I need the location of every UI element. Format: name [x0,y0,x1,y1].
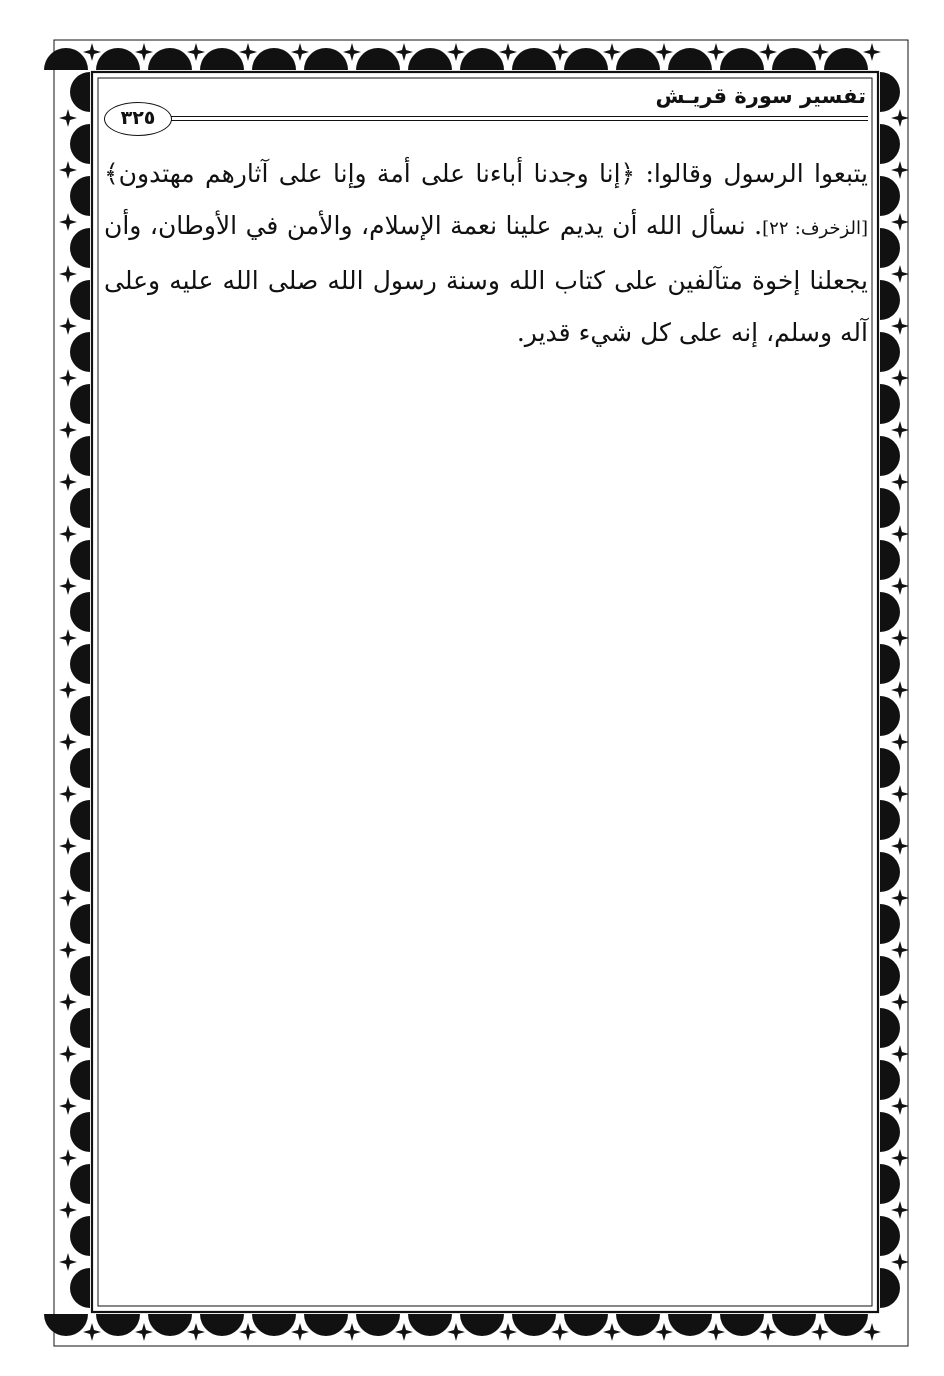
star-ornament-icon [891,421,909,439]
dome-ornament-icon [70,1164,90,1204]
star-ornament-icon [59,889,77,907]
dome-ornament-icon [252,1314,296,1336]
dome-ornament-icon [460,1314,504,1336]
star-ornament-icon [291,43,309,61]
star-ornament-icon [499,43,517,61]
dome-ornament-icon [70,176,90,216]
star-ornament-icon [83,43,101,61]
header-rule [166,120,868,121]
star-ornament-icon [59,1253,77,1271]
dome-ornament-icon [70,124,90,164]
dome-ornament-icon [70,228,90,268]
dome-ornament-icon [200,1314,244,1336]
dome-ornament-icon [148,1314,192,1336]
star-ornament-icon [187,43,205,61]
dome-ornament-icon [70,72,90,112]
dome-ornament-icon [70,904,90,944]
star-ornament-icon [891,109,909,127]
dome-ornament-icon [880,436,900,476]
star-ornament-icon [59,265,77,283]
page-number-badge: ٣٢٥ [104,102,172,136]
dome-ornament-icon [772,48,816,70]
dome-ornament-icon [70,436,90,476]
star-ornament-icon [59,473,77,491]
dome-ornament-icon [44,48,88,70]
dome-ornament-icon [70,800,90,840]
dome-ornament-icon [356,1314,400,1336]
dome-ornament-icon [880,540,900,580]
star-ornament-icon [891,733,909,751]
star-ornament-icon [891,577,909,595]
star-ornament-icon [59,421,77,439]
dome-ornament-icon [880,852,900,892]
dome-ornament-icon [880,800,900,840]
body-text-part-1: يتبعوا الرسول وقالوا: ﴿إنا وجدنا أباءنا على أمة وإنا على آثارهم مهتدون﴾ [104,159,868,188]
dome-ornament-icon [880,228,900,268]
star-ornament-icon [891,161,909,179]
dome-ornament-icon [70,644,90,684]
dome-ornament-icon [304,48,348,70]
dome-ornament-icon [96,1314,140,1336]
dome-ornament-icon [616,48,660,70]
star-ornament-icon [891,1149,909,1167]
dome-ornament-icon [772,1314,816,1336]
star-ornament-icon [863,43,881,61]
star-ornament-icon [447,1323,465,1341]
star-ornament-icon [239,43,257,61]
star-ornament-icon [59,1097,77,1115]
dome-ornament-icon [44,1314,88,1336]
star-ornament-icon [891,1045,909,1063]
star-ornament-icon [891,1253,909,1271]
star-ornament-icon [891,473,909,491]
star-ornament-icon [59,369,77,387]
star-ornament-icon [891,629,909,647]
dome-ornament-icon [304,1314,348,1336]
dome-ornament-icon [668,1314,712,1336]
dome-ornament-icon [880,176,900,216]
star-ornament-icon [59,161,77,179]
dome-ornament-icon [564,1314,608,1336]
star-ornament-icon [551,43,569,61]
star-ornament-icon [891,993,909,1011]
star-ornament-icon [187,1323,205,1341]
dome-ornament-icon [512,48,556,70]
star-ornament-icon [811,43,829,61]
star-ornament-icon [891,681,909,699]
dome-ornament-icon [70,1112,90,1152]
dome-ornament-icon [356,48,400,70]
star-ornament-icon [59,837,77,855]
dome-ornament-icon [668,48,712,70]
dome-ornament-icon [460,48,504,70]
star-ornament-icon [59,1149,77,1167]
dome-ornament-icon [880,1060,900,1100]
dome-ornament-icon [70,956,90,996]
body-text-part-2: . نسأل الله أن يديم علينا نعمة الإسلام، والأمن في الأوطان، وأن يجعلنا إخوة متآلفين على كتاب الله وسنة رسول الله صلى الله عليه وعلى آله وسلم، إنه على كل شيء قدير. [104,211,868,347]
body-paragraph [104,148,868,359]
star-ornament-icon [59,1045,77,1063]
star-ornament-icon [655,1323,673,1341]
star-ornament-icon [891,369,909,387]
star-ornament-icon [891,837,909,855]
dome-ornament-icon [880,696,900,736]
star-ornament-icon [891,213,909,231]
dome-ornament-icon [880,1164,900,1204]
dome-ornament-icon [70,696,90,736]
star-ornament-icon [891,1097,909,1115]
dome-ornament-icon [880,72,900,112]
page-header [104,84,868,130]
dome-ornament-icon [880,384,900,424]
dome-ornament-icon [720,48,764,70]
star-ornament-icon [863,1323,881,1341]
star-ornament-icon [343,43,361,61]
dome-ornament-icon [70,1060,90,1100]
star-ornament-icon [59,681,77,699]
star-ornament-icon [135,43,153,61]
star-ornament-icon [707,43,725,61]
star-ornament-icon [655,43,673,61]
star-ornament-icon [891,265,909,283]
star-ornament-icon [707,1323,725,1341]
star-ornament-icon [59,993,77,1011]
dome-ornament-icon [880,956,900,996]
star-ornament-icon [59,213,77,231]
star-ornament-icon [891,785,909,803]
dome-ornament-icon [880,280,900,320]
star-ornament-icon [343,1323,361,1341]
dome-ornament-icon [880,644,900,684]
star-ornament-icon [59,525,77,543]
dome-ornament-icon [252,48,296,70]
star-ornament-icon [603,43,621,61]
dome-ornament-icon [70,1008,90,1048]
dome-ornament-icon [70,1216,90,1256]
header-rule [166,116,868,117]
dome-ornament-icon [824,1314,868,1336]
dome-ornament-icon [70,748,90,788]
dome-ornament-icon [512,1314,556,1336]
star-ornament-icon [891,941,909,959]
star-ornament-icon [59,629,77,647]
quran-reference: [الزخرف: ٢٢] [762,218,868,239]
star-ornament-icon [891,1201,909,1219]
dome-ornament-icon [880,1268,900,1308]
dome-ornament-icon [824,48,868,70]
dome-ornament-icon [70,384,90,424]
dome-ornament-icon [880,904,900,944]
star-ornament-icon [395,43,413,61]
dome-ornament-icon [880,332,900,372]
star-ornament-icon [499,1323,517,1341]
dome-ornament-icon [880,1216,900,1256]
dome-ornament-icon [70,1268,90,1308]
star-ornament-icon [891,525,909,543]
star-ornament-icon [447,43,465,61]
dome-ornament-icon [200,48,244,70]
star-ornament-icon [891,317,909,335]
star-ornament-icon [59,941,77,959]
dome-ornament-icon [70,852,90,892]
star-ornament-icon [59,785,77,803]
star-ornament-icon [891,889,909,907]
star-ornament-icon [759,43,777,61]
dome-ornament-icon [148,48,192,70]
star-ornament-icon [59,733,77,751]
dome-ornament-icon [880,1008,900,1048]
dome-ornament-icon [880,748,900,788]
dome-ornament-icon [616,1314,660,1336]
dome-ornament-icon [880,488,900,528]
star-ornament-icon [59,577,77,595]
star-ornament-icon [59,317,77,335]
dome-ornament-icon [70,280,90,320]
dome-ornament-icon [70,540,90,580]
star-ornament-icon [811,1323,829,1341]
dome-ornament-icon [70,488,90,528]
star-ornament-icon [759,1323,777,1341]
star-ornament-icon [83,1323,101,1341]
star-ornament-icon [135,1323,153,1341]
dome-ornament-icon [880,124,900,164]
dome-ornament-icon [408,1314,452,1336]
dome-ornament-icon [564,48,608,70]
star-ornament-icon [395,1323,413,1341]
star-ornament-icon [59,1201,77,1219]
dome-ornament-icon [96,48,140,70]
star-ornament-icon [603,1323,621,1341]
dome-ornament-icon [720,1314,764,1336]
star-ornament-icon [551,1323,569,1341]
dome-ornament-icon [70,592,90,632]
star-ornament-icon [239,1323,257,1341]
dome-ornament-icon [880,592,900,632]
running-title: تفسير سورة قريـش [655,84,866,108]
dome-ornament-icon [70,332,90,372]
star-ornament-icon [59,109,77,127]
dome-ornament-icon [880,1112,900,1152]
star-ornament-icon [291,1323,309,1341]
dome-ornament-icon [408,48,452,70]
